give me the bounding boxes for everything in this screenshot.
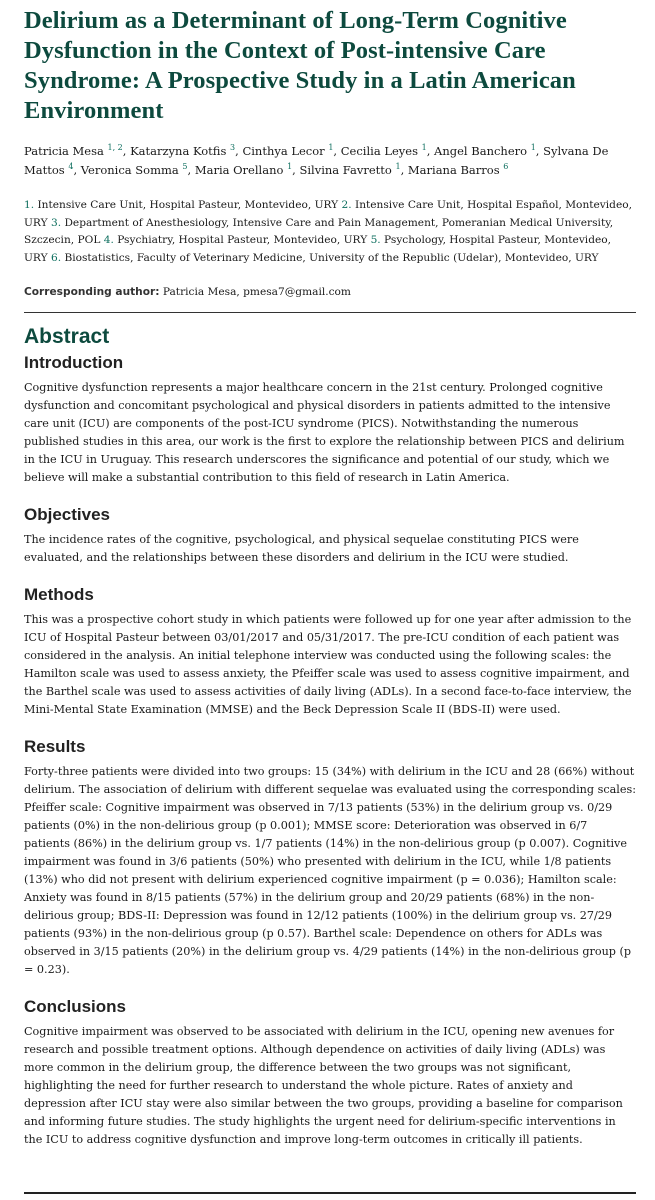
abstract-section-methods	[24, 585, 636, 719]
affiliation-number: 1.	[24, 199, 38, 211]
author-name: Katarzyna Kotfis	[130, 144, 231, 158]
author-name: Silvina Favretto	[299, 163, 396, 177]
corresponding-author	[24, 286, 636, 298]
abstract-section-results	[24, 737, 636, 979]
abstract-section-objectives	[24, 505, 636, 567]
author-affiliation-ref: 6	[503, 162, 509, 172]
author-name: Cecilia Leyes	[340, 144, 422, 158]
author-affiliation-ref: 1	[530, 143, 536, 153]
abstract-heading: Abstract	[24, 325, 110, 348]
section-heading: Conclusions	[24, 997, 127, 1016]
affiliation-list	[24, 197, 636, 267]
affiliation-number: 5.	[370, 234, 385, 246]
affiliation-number: 3.	[50, 216, 65, 229]
author-name: Sylvana De Mattos	[24, 144, 609, 177]
affiliation-number: 2.	[341, 199, 356, 211]
section-text: Cognitive impairment was observed to be associated with delirium in the ICU, opening new avenues for research and possible treatment options. Although dependence on activities of daily living (ADLs) was more common in the delirium group, the difference between the two groups was not significant, highlighting the need for further research to understand the whole picture. Rates of anxiety and depression after ICU stay were also similar between the two groups, providing a baseline for comparison and informing future studies. The study highlights the urgent need for delirium-specific interventions in the ICU to address cognitive dysfunction and improve long-term outcomes in critically ill patients.	[24, 1025, 623, 1146]
section-text: This was a prospective cohort study in which patients were followed up for one year after admission to the ICU of Hospital Pasteur between 03/01/2017 and 05/31/2017. The pre-ICU condition of each patient was considered in the analysis. An initial telephone interview was conducted using the following scales: the Hamilton scale was used to assess anxiety, the Pfeiffer scale was used to assess cognitive impairment, and the Barthel scale was used to assess activities of daily living (ADLs). In a second face-to-face interview, the Mini-Mental State Examination (MMSE) and the Beck Depression Scale II (BDS-II) were used.	[24, 613, 632, 716]
author-name: Angel Banchero	[434, 144, 531, 158]
author-affiliation-ref: 3	[230, 143, 236, 153]
affiliation-text: Intensive Care Unit, Hospital Pasteur, Montevideo, URY	[37, 199, 342, 211]
author-name: Patricia Mesa	[24, 144, 108, 158]
author-affiliation-ref: 1	[287, 162, 293, 172]
section-text: The incidence rates of the cognitive, psychological, and physical sequelae constituting PICS were evaluated, and the relationships between these disorders and delirium in the ICU were studied.	[24, 533, 579, 564]
paper-title: Delirium as a Determinant of Long-Term Cognitive Dysfunction in the Context of Post-intensive Care Syndrome: A Prospective Study in a Latin American Environment	[24, 7, 576, 124]
author-affiliation-ref: 1	[421, 143, 427, 153]
affiliation-text: Department of Anesthesiology, Intensive Care and Pain Management, Pomeranian Medical University, Szczecin, POL	[24, 216, 614, 246]
section-divider	[24, 312, 636, 313]
abstract-section-introduction	[24, 353, 636, 487]
affiliation-text: Intensive Care Unit, Hospital Español, Montevideo, URY	[24, 199, 632, 229]
author-affiliation-ref: 5	[182, 162, 188, 172]
author-affiliation-ref: 1	[328, 143, 334, 153]
affiliation-number: 6.	[50, 251, 65, 264]
affiliation-text: Biostatistics, Faculty of Veterinary Medicine, University of the Republic (Udelar), Montevideo, URY	[64, 251, 599, 264]
section-heading: Introduction	[24, 353, 124, 372]
affiliation-text: Psychiatry, Hospital Pasteur, Montevideo, URY	[117, 234, 371, 246]
affiliation-number: 4.	[103, 234, 118, 246]
section-heading: Methods	[24, 585, 94, 604]
author-affiliation-ref: 4	[68, 162, 74, 172]
section-heading: Results	[24, 737, 86, 756]
author-name: Mariana Barros	[407, 163, 504, 177]
author-affiliation-ref: 1	[395, 162, 401, 172]
author-affiliation-ref: 1, 2	[107, 143, 123, 153]
affiliation-text: Psychology, Hospital Pasteur, Montevideo, URY	[24, 234, 611, 264]
bottom-divider	[24, 1192, 636, 1194]
paper-page	[24, 0, 636, 1149]
section-text: Cognitive dysfunction represents a major healthcare concern in the 21st century. Prolonged cognitive dysfunction and concomitant psychological and physical disorders in patients admitted to the intensive care unit (ICU) are components of the post-ICU syndrome (PICS). Notwithstanding the numerous published studies in this area, our work is the first to explore the relationship between PICS and delirium in the ICU in Uruguay. This research underscores the significance and potential of our study, which we believe will make a substantial contribution to this field of research in Latin America.	[24, 381, 625, 484]
corresponding-text: Patricia Mesa, pmesa7@gmail.com	[162, 286, 351, 298]
author-name: Cinthya Lecor	[242, 144, 329, 158]
author-name: Veronica Somma	[80, 163, 183, 177]
abstract-section-conclusions	[24, 997, 636, 1149]
author-list: Patricia Mesa $^{1, 2}$, Katarzyna Kotfis $^3$, Cinthya Lecor $^1$, Cecilia Leyes $^1$, Angel Banchero $^1$, Sylvana De Mattos $^4$, Veronica Somma $^5$, Maria Orellano $^1$, Silvina Favretto $^1$, Mariana Barros $^6$	[24, 143, 609, 177]
abstract-body	[24, 353, 636, 1149]
author-name: Maria Orellano	[194, 163, 288, 177]
corresponding-label: Corresponding author:	[24, 286, 160, 298]
section-heading: Objectives	[24, 505, 110, 524]
section-text: Forty-three patients were divided into two groups: 15 (34%) with delirium in the ICU and 28 (66%) without delirium. The association of delirium with different sequelae was evaluated using the corresponding scales: Pfeiffer scale: Cognitive impairment was observed in 7/13 patients (53%) in the delirium group vs. 0/29 patients (0%) in the non-delirious group (p 0.001); MMSE score: Deterioration was observed in 6/7 patients (86%) in the delirium group vs. 1/7 patients (14%) in the non-delirious group (p 0.007). Cognitive impairment was found in 3/6 patients (50%) who presented with delirium in the ICU, while 1/8 patients (13%) who did not present with delirium experienced cognitive impairment (p = 0.036); Hamilton scale: Anxiety was found in 8/15 patients (57%) in the delirium group and 20/29 patients (68%) in the non-delirious group; BDS-II: Depression was found in 12/12 patients (100%) in the delirium group vs. 27/29 patients (93%) in the non-delirious group (p 0.57). Barthel scale: Dependence on others for ADLs was observed in 3/15 patients (20%) in the delirium group vs. 4/29 patients (14%) in the non-delirious group (p = 0.23).	[24, 765, 636, 976]
